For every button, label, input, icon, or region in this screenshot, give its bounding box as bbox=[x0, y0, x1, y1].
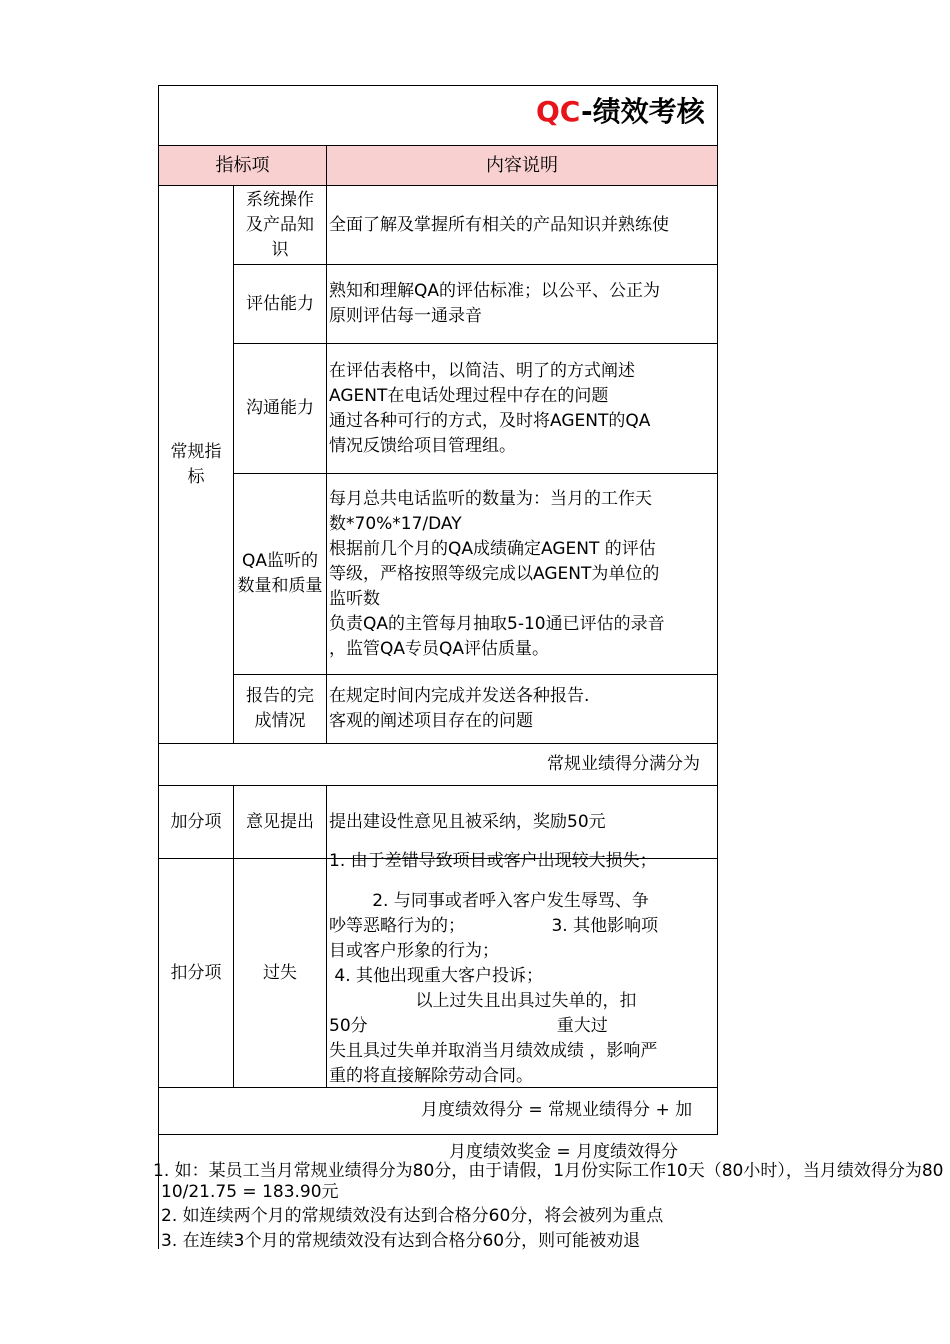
desc-line: 以上过失且出具过失单的，扣 bbox=[329, 991, 637, 1011]
item-desc bbox=[326, 264, 718, 344]
item-desc bbox=[326, 473, 718, 675]
desc-line: 1. 由于差错导致项目或客户出现较大损失； bbox=[329, 851, 657, 871]
desc-line: 根据前几个月的QA成绩确定AGENT 的评估 bbox=[329, 538, 656, 559]
deduction-category-label: 扣分项 bbox=[170, 962, 222, 983]
desc-line: 原则评估每一通录音 bbox=[329, 306, 482, 326]
regular-total-row bbox=[158, 743, 718, 786]
page-title bbox=[536, 95, 705, 128]
header-description bbox=[326, 145, 718, 186]
formula-bonus: 月度绩效奖金 = 月度绩效得分 bbox=[449, 1142, 679, 1162]
item-name-text: 沟通能力 bbox=[246, 398, 314, 418]
desc-line: 负责QA的主管每月抽取5-10通已评估的录音 bbox=[329, 613, 665, 634]
desc-line: 重的将直接解除劳动合同。 bbox=[329, 1066, 533, 1086]
desc-line: 监听数 bbox=[329, 588, 380, 609]
deduction-item-label: 过失 bbox=[263, 962, 297, 983]
desc-line: 目或客户形象的行为； bbox=[329, 941, 499, 961]
desc-line: 失且具过失单并取消当月绩效成绩 ，影响严 bbox=[329, 1041, 658, 1061]
desc-line: 通过各种可行的方式，及时将AGENT的QA bbox=[329, 410, 651, 431]
desc-line: 熟知和理解QA的评估标准；以公平、公正为 bbox=[329, 281, 661, 301]
desc-line: 吵等恶略行为的； 3. 其他影响项 bbox=[329, 916, 659, 936]
deduction-category bbox=[158, 858, 234, 1088]
desc-line: ，监管QA专员QA评估质量。 bbox=[329, 638, 550, 659]
note-line: 1. 如：某员工当月常规业绩得分为80分，由于请假，1月份实际工作10天（80小时），当月绩效得分为80 bbox=[153, 1161, 944, 1181]
formula-score: 月度绩效得分 = 常规业绩得分 + 加 bbox=[421, 1100, 693, 1120]
notes bbox=[153, 1159, 944, 1251]
regular-total: 常规业绩得分满分为 bbox=[547, 754, 700, 774]
item-name-text: QA监听的数量和质量 bbox=[237, 551, 323, 596]
regular-group bbox=[158, 185, 234, 744]
deduction-item bbox=[233, 858, 327, 1088]
bonus-desc-text: 提出建设性意见且被采纳，奖励50元 bbox=[329, 811, 606, 832]
note-line: 10/21.75 = 183.90元 bbox=[161, 1182, 339, 1202]
desc-line: 2. 与同事或者呼入客户发生辱骂、争 bbox=[329, 891, 649, 911]
desc-line: 客观的阐述项目存在的问题 bbox=[329, 711, 533, 731]
bonus-item-label: 意见提出 bbox=[246, 811, 314, 832]
note-line: 2. 如连续两个月的常规绩效没有达到合格分60分，将会被列为重点 bbox=[161, 1206, 664, 1226]
bonus-category bbox=[158, 785, 234, 859]
header-description-label: 内容说明 bbox=[486, 155, 558, 176]
desc-line: AGENT在电话处理过程中存在的问题 bbox=[329, 385, 609, 406]
item-name-text: 报告的完成情况 bbox=[246, 686, 314, 731]
header-indicator-label: 指标项 bbox=[215, 155, 270, 176]
desc-line: 等级，严格按照等级完成以AGENT为单位的 bbox=[329, 563, 660, 584]
desc-line: 全面了解及掌握所有相关的产品知识并熟练使 bbox=[329, 214, 669, 235]
regular-group-label: 常规指标 bbox=[170, 441, 222, 487]
item-name bbox=[233, 674, 327, 744]
desc-line: 50分 重大过 bbox=[329, 1016, 608, 1036]
assessment-sheet bbox=[153, 85, 944, 1251]
title-prefix: QC bbox=[536, 95, 581, 128]
note-line: 3. 在连续3个月的常规绩效没有达到合格分60分，则可能被劝退 bbox=[161, 1231, 641, 1251]
desc-line: 数*70%*17/DAY bbox=[329, 513, 462, 534]
desc-line: 情况反馈给项目管理组。 bbox=[329, 435, 516, 456]
item-name bbox=[233, 185, 327, 265]
bonus-category-label: 加分项 bbox=[170, 811, 222, 832]
title-cell bbox=[158, 85, 718, 146]
item-name-text: 系统操作及产品知识 bbox=[246, 189, 314, 260]
header-indicator bbox=[158, 145, 327, 186]
title-text: -绩效考核 bbox=[581, 95, 705, 128]
bonus-item bbox=[233, 785, 327, 859]
item-name bbox=[233, 473, 327, 675]
desc-line: 在评估表格中，以简洁、明了的方式阐述 bbox=[329, 360, 635, 381]
item-name bbox=[233, 343, 327, 474]
formula-score-row bbox=[158, 1087, 718, 1135]
item-name-text: 评估能力 bbox=[246, 293, 314, 314]
item-desc bbox=[326, 674, 718, 744]
desc-line: 4. 其他出现重大客户投诉； bbox=[329, 966, 544, 986]
desc-line: 在规定时间内完成并发送各种报告. bbox=[329, 686, 590, 706]
item-desc bbox=[326, 185, 718, 265]
desc-line: 每月总共电话监听的数量为：当月的工作天 bbox=[329, 488, 652, 509]
bonus-desc bbox=[326, 785, 718, 859]
deduction-desc bbox=[326, 851, 718, 1088]
item-name bbox=[233, 264, 327, 344]
item-desc bbox=[326, 343, 718, 474]
